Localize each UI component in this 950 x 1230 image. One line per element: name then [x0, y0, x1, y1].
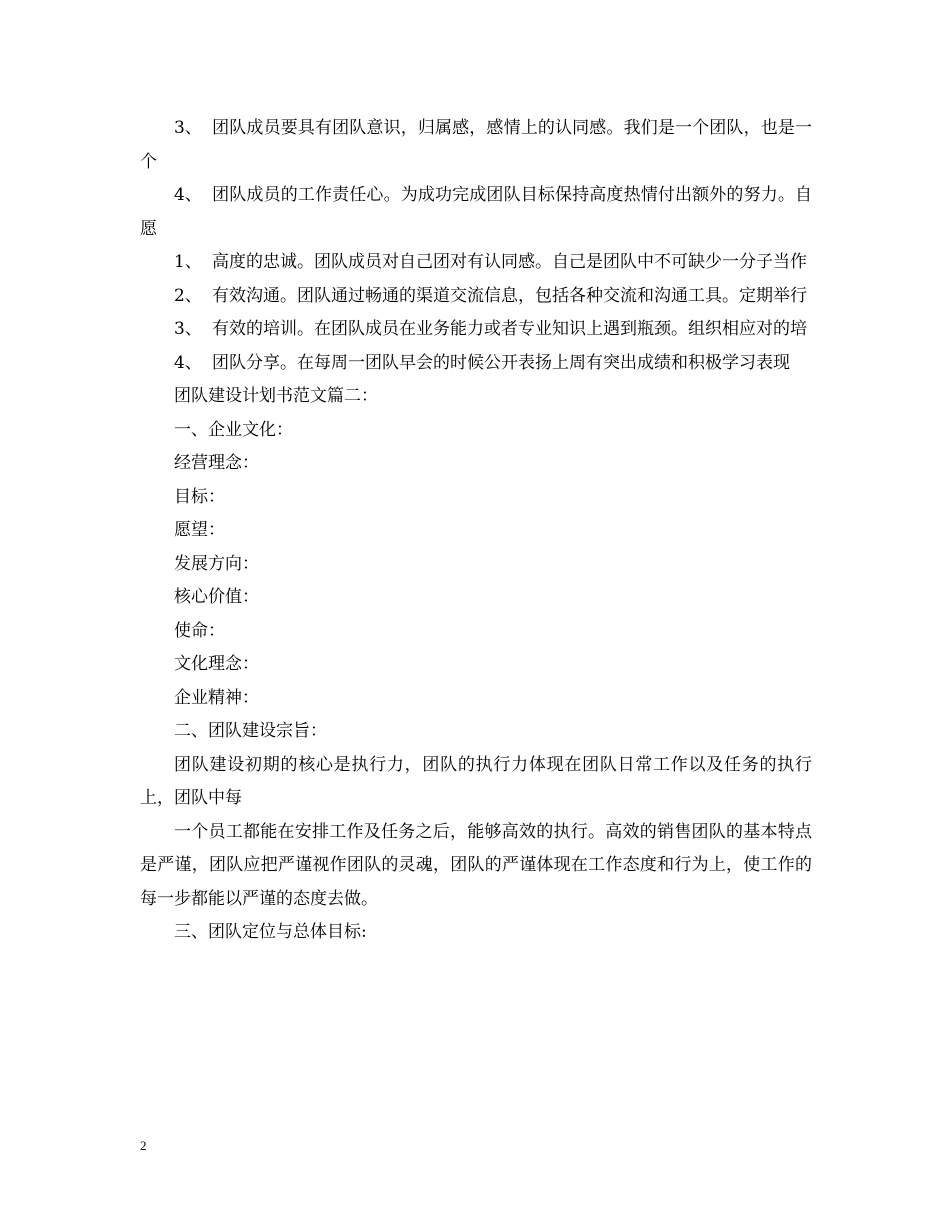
label-core-values: 核心价值：	[174, 587, 259, 607]
item-number: 3、	[174, 319, 202, 339]
label-aspiration: 愿望：	[174, 520, 225, 540]
paragraph-2	[140, 179, 812, 246]
item-number: 2、	[174, 285, 202, 306]
heading-corporate-culture: 一、企业文化：	[174, 419, 293, 440]
paragraph-rigor: 一个员工都能在安排工作及任务之后，能够高效的执行。高效的销售团队的基本特点是严谨，团队应把严谨视作团队的灵魂，团队的严谨体现在工作态度和行为上，使工作的每一步都能以严谨的态度去做。	[140, 821, 812, 909]
label-development-direction: 发展方向：	[174, 553, 259, 574]
paragraph-text: 团队成员要具有团队意识，归属感，感情上的认同感。我们是一个团队，也是一个	[140, 118, 812, 172]
label-goal: 目标：	[174, 486, 225, 507]
item-number: 4、	[174, 352, 202, 373]
label-business-philosophy: 经营理念：	[174, 453, 259, 473]
paragraph-3	[140, 246, 812, 280]
paragraph-6	[140, 347, 812, 381]
label-enterprise-spirit: 企业精神：	[174, 687, 259, 708]
heading-team-purpose: 二、团队建设宗旨：	[174, 721, 327, 741]
paragraph-text: 有效的培训。在团队成员在业务能力或者专业知识上遇到瓶颈。组织相应对的培	[212, 319, 807, 339]
heading-team-positioning: 三、团队定位与总体目标:	[174, 922, 367, 942]
item-number: 4、	[174, 185, 202, 205]
page-number: 2	[140, 1138, 147, 1153]
paragraph-text: 有效沟通。团队通过畅通的渠道交流信息，包括各种交流和沟通工具。定期举行	[212, 285, 807, 306]
paragraph-4	[140, 280, 812, 314]
paragraph-execution: 团队建设初期的核心是执行力，团队的执行力体现在团队日常工作以及任务的执行上，团队中每	[140, 754, 812, 808]
document-body	[140, 112, 812, 950]
paragraph-text: 团队分享。在每周一团队早会的时候公开表扬上周有突出成绩和积极学习表现	[212, 352, 790, 373]
item-number: 3、	[174, 118, 202, 138]
paragraph-text: 高度的忠诚。团队成员对自己团对有认同感。自己是团队中不可缺少一分子当作	[212, 252, 807, 272]
paragraph-1	[140, 112, 812, 179]
label-culture-philosophy: 文化理念：	[174, 654, 259, 674]
item-number: 1、	[174, 252, 202, 272]
paragraph-5	[140, 313, 812, 347]
section-title-part2: 团队建设计划书范文篇二：	[174, 386, 378, 406]
paragraph-text: 团队成员的工作责任心。为成功完成团队目标保持高度热情付出额外的努力。自愿	[140, 185, 812, 239]
label-mission: 使命：	[174, 620, 225, 641]
